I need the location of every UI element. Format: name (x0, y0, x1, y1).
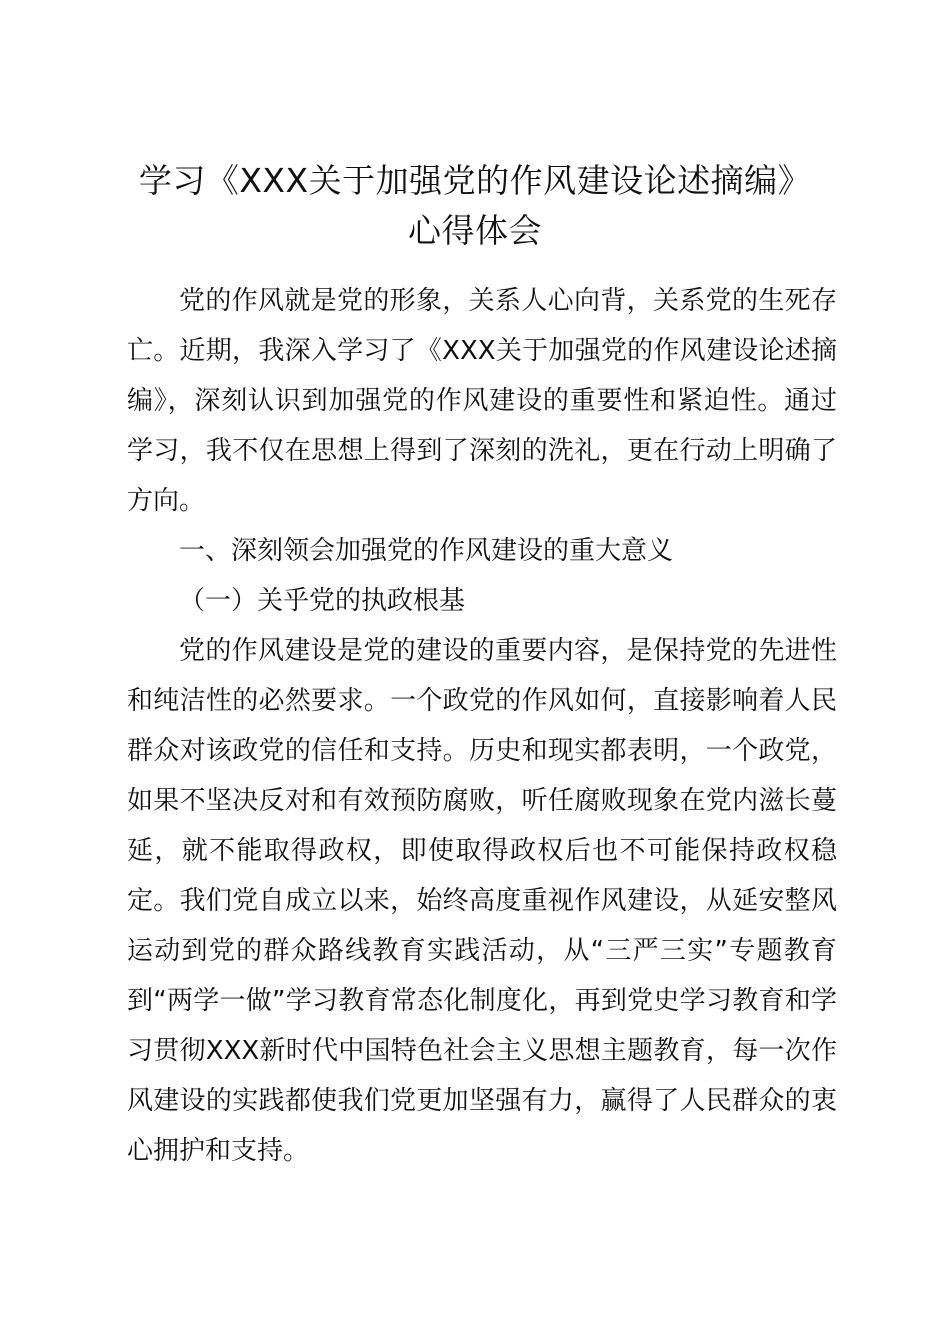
document-title-line1: 学习《XXX关于加强党的作风建设论述摘编》 (138, 161, 812, 200)
intro-paragraph: 党的作风就是党的形象，关系人心向背，关系党的生死存亡。近期，我深入学习了《XXX关于加强党的作风建设论述摘编》，深刻认识到加强党的作风建设的重要性和紧迫性。通过学习，我不仅在思想上得到了深刻的洗礼，更在行动上明确了方向。 (127, 286, 837, 516)
document-body (127, 276, 837, 1176)
document-title-line2: 心得体会 (408, 211, 542, 250)
body-paragraph: 党的作风建设是党的建设的重要内容，是保持党的先进性和纯洁性的必然要求。一个政党的作风如何，直接影响着人民群众对该政党的信任和支持。历史和现实都表明，一个政党，如果不坚决反对和有效预防腐败，听任腐败现象在党内滋长蔓延，就不能取得政权，即使取得政权后也不可能保持政权稳定。我们党自成立以来，始终高度重视作风建设，从延安整风运动到党的群众路线教育实践活动，从“三严三实”专题教育到“两学一做”学习教育常态化制度化，再到党史学习教育和学习贯彻XXX新时代中国特色社会主义思想主题教育，每一次作风建设的实践都使我们党更加坚强有力，赢得了人民群众的衷心拥护和支持。 (127, 636, 837, 1166)
section-heading: 一、深刻领会加强党的作风建设的重大意义 (179, 536, 674, 566)
section-subheading: （一）关乎党的执政根基 (179, 586, 466, 616)
